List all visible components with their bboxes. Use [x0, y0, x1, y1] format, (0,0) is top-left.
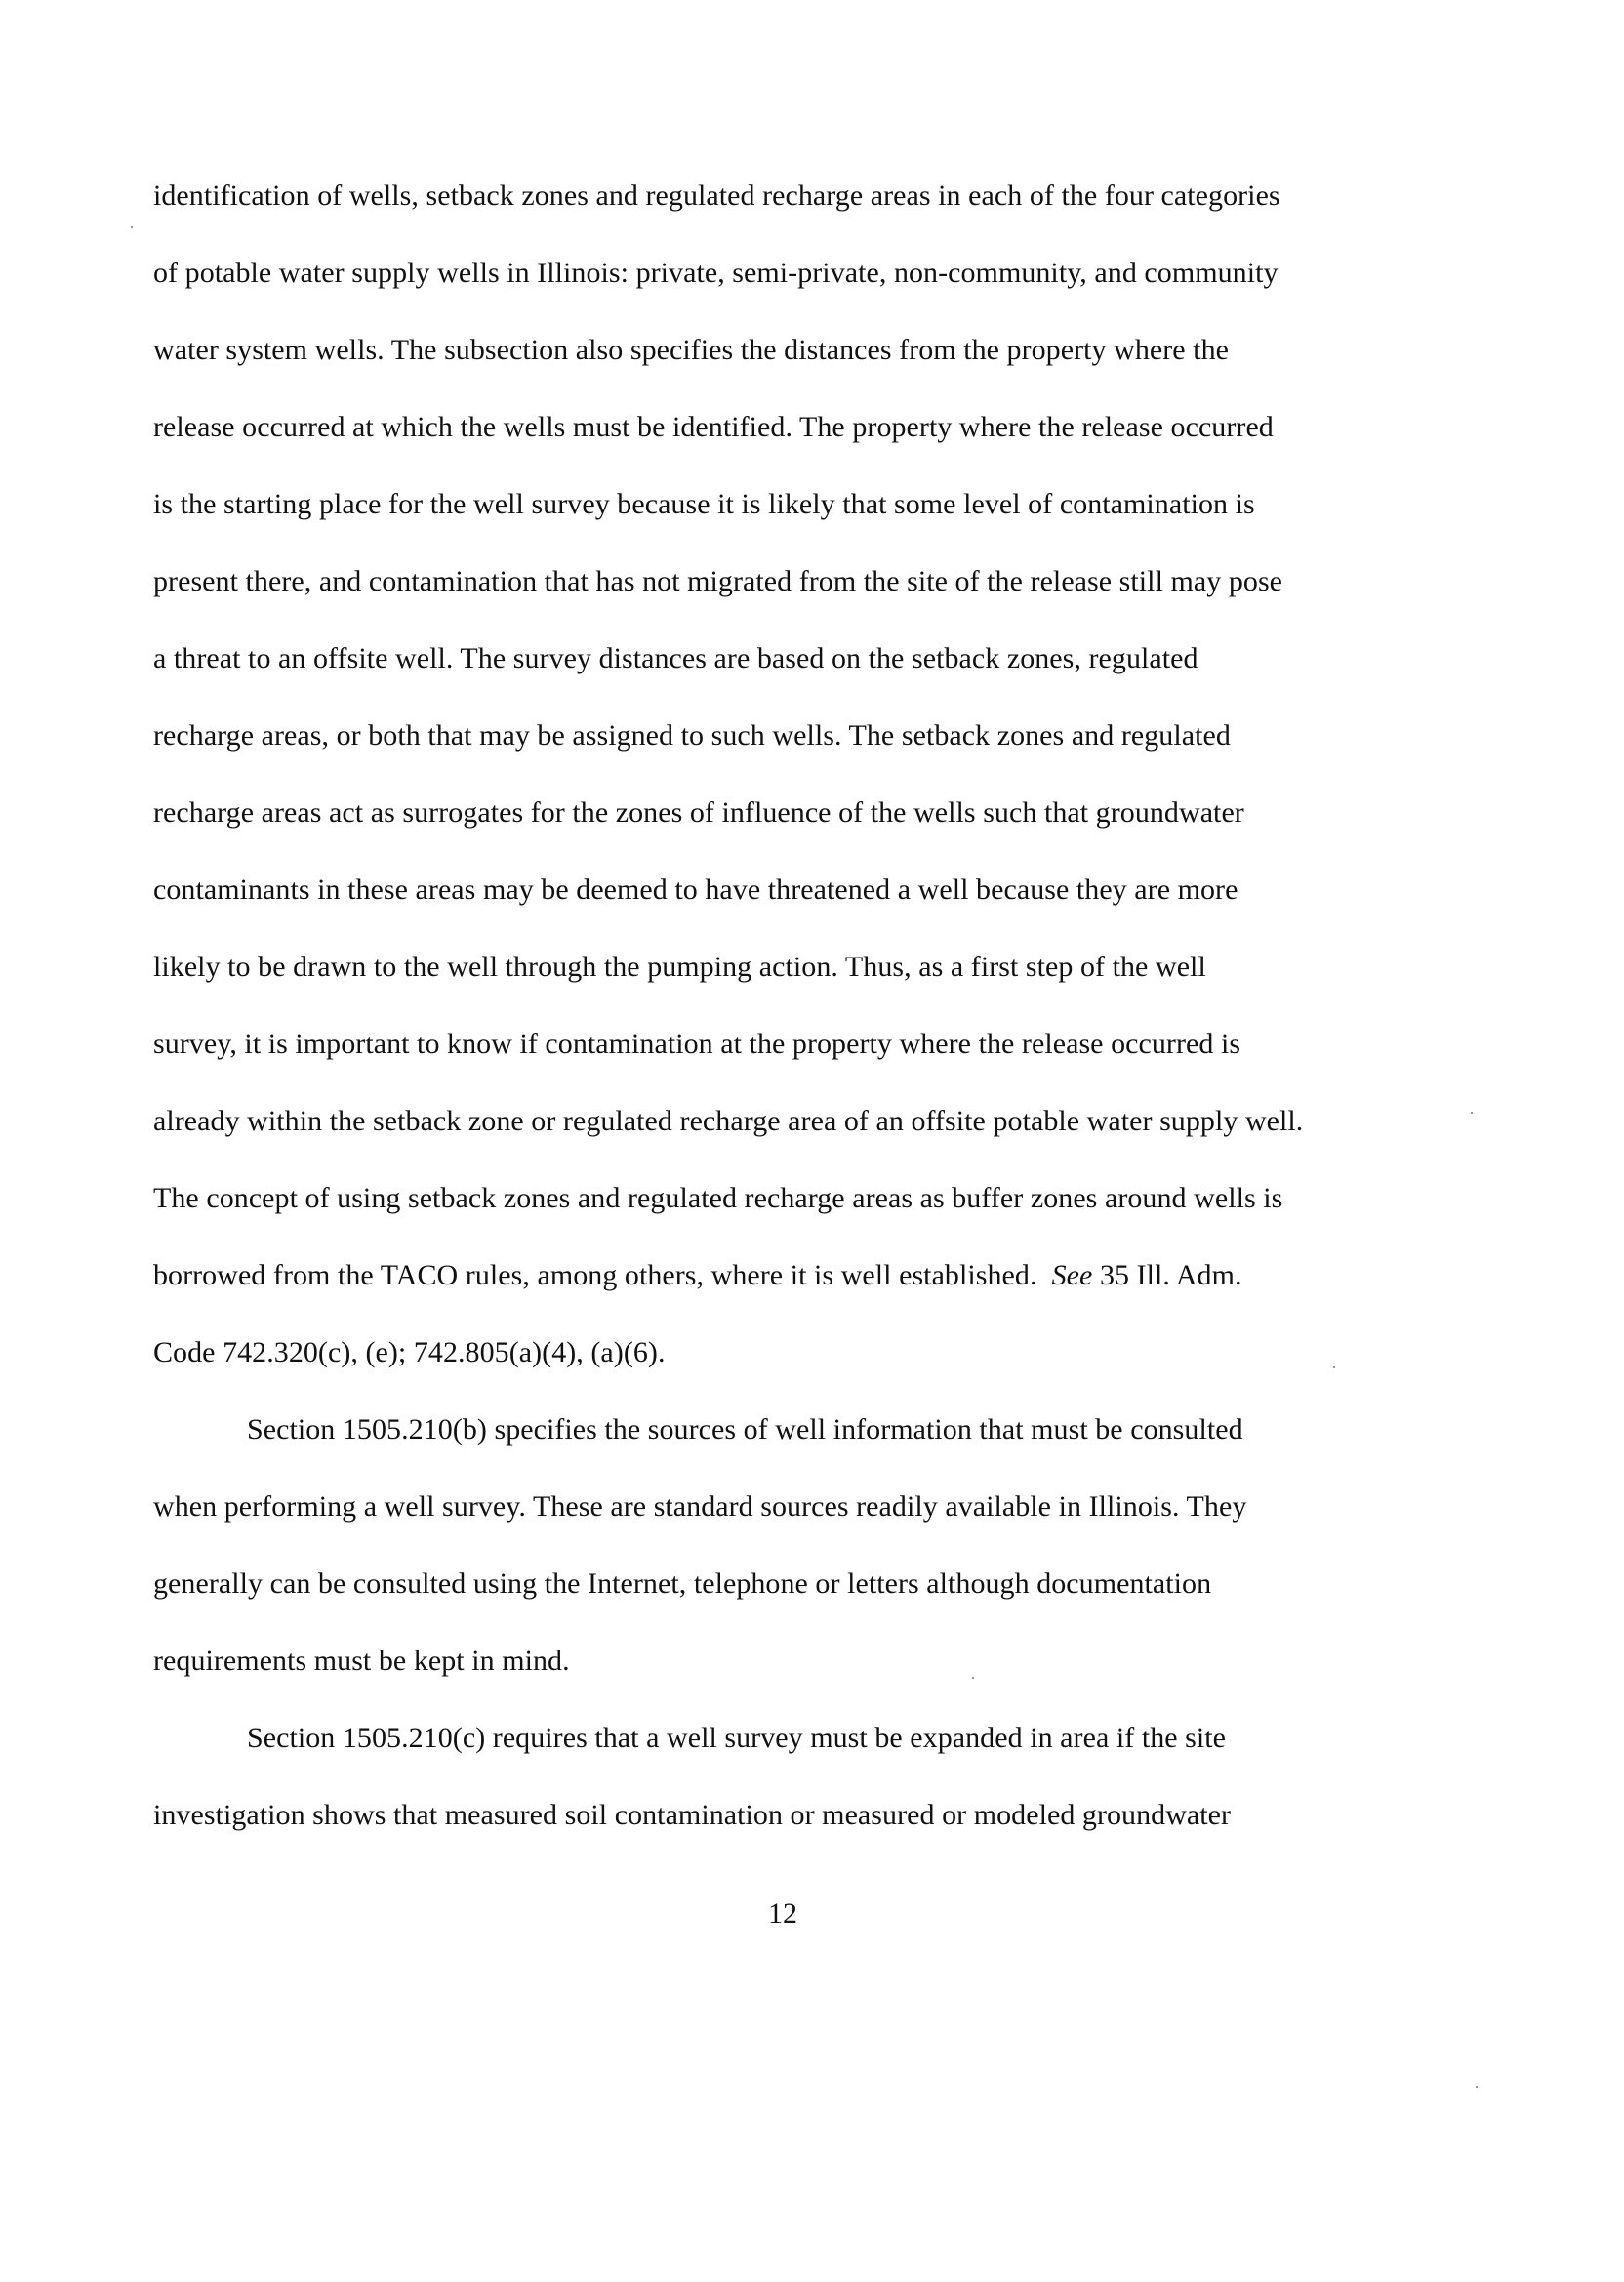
text-line-7: a threat to an offsite well. The survey distances are based on the setback zones, regulated [153, 642, 1198, 674]
text-line-17: Section 1505.210(b) specifies the sources of well information that must be consulted [247, 1413, 1243, 1446]
text-line-21: Section 1505.210(c) requires that a well survey must be expanded in area if the site [247, 1722, 1227, 1754]
scan-speck [1333, 1366, 1335, 1368]
text-line-13: already within the setback zone or regulated recharge area of an offsite potable water supply well. [153, 1105, 1304, 1137]
text-line-11: likely to be drawn to the well through the pumping action. Thus, as a first step of the well [153, 951, 1206, 983]
text-line-4: release occurred at which the wells must be identified. The property where the release occurred [153, 411, 1274, 443]
text-line-22: investigation shows that measured soil contamination or measured or modeled groundwater [153, 1799, 1232, 1831]
text-line-16: Code 742.320(c), (e); 742.805(a)(4), (a)(6). [153, 1336, 666, 1368]
citation-rest: 35 Ill. Adm. [1092, 1259, 1242, 1291]
page-number: 12 [768, 1897, 797, 1930]
text-line-15 [153, 1259, 1242, 1292]
citation-signal: See [1051, 1259, 1093, 1291]
scan-speck [1471, 1112, 1473, 1114]
text-line-14: The concept of using setback zones and regulated recharge areas as buffer zones around wells is [153, 1182, 1283, 1214]
scan-speck [972, 1677, 974, 1679]
text-line-6: present there, and contamination that has not migrated from the site of the release still may pose [153, 565, 1283, 597]
text-line-18: when performing a well survey. These are standard sources readily available in Illinois. They [153, 1490, 1247, 1523]
text-line-5: is the starting place for the well survey because it is likely that some level of contamination is [153, 488, 1255, 520]
text-line-2: of potable water supply wells in Illinois: private, semi-private, non-community, and community [153, 257, 1279, 289]
text-line-10: contaminants in these areas may be deemed to have threatened a well because they are more [153, 874, 1238, 906]
text-line-12: survey, it is important to know if contamination at the property where the release occurred is [153, 1028, 1241, 1060]
text-line-20: requirements must be kept in mind. [153, 1645, 570, 1677]
text-line-1: identification of wells, setback zones and regulated recharge areas in each of the four categories [153, 180, 1280, 212]
text-line-9: recharge areas act as surrogates for the zones of influence of the wells such that groundwater [153, 796, 1244, 829]
text-line-15-main: borrowed from the TACO rules, among others, where it is well established. [153, 1259, 1037, 1291]
scan-speck [1476, 2086, 1478, 2088]
text-line-3: water system wells. The subsection also specifies the distances from the property where the [153, 334, 1230, 366]
text-line-8: recharge areas, or both that may be assigned to such wells. The setback zones and regulated [153, 719, 1231, 752]
scan-speck [131, 226, 133, 228]
text-line-19: generally can be consulted using the Internet, telephone or letters although documentation [153, 1568, 1212, 1600]
